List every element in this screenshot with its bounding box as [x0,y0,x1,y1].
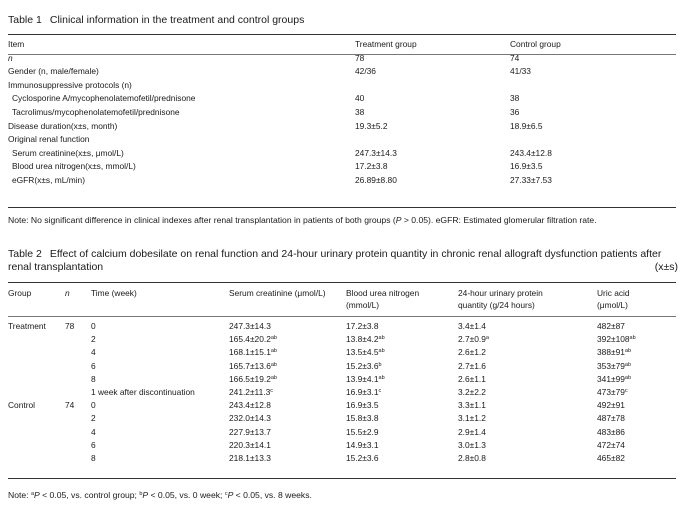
table2-cell-scr [229,333,346,346]
table2-value-ua: 492±91 [597,400,625,411]
table2-note-a: < 0.05, vs. control group; [39,490,140,500]
table2-value-prot: 2.6±1.2 [458,347,486,358]
table2-cell-ua [597,439,676,452]
table2-cell-scr [229,452,346,465]
table2-note: Note: $^a$P < 0.05, vs. control group; $^b$P < 0.05, vs. 0 week; $^c$P < 0.05, vs. 8 weeks. [8,490,312,500]
table1-cell-control: 243.4±12.8 [510,147,552,158]
table2-significance-mark: ab [270,361,277,368]
table2-cell-n [65,426,91,439]
table2-cell-n [65,439,91,452]
table2-cell-group [8,320,65,333]
table2-cell-scr [229,399,346,412]
table2-cell-prot [458,333,597,346]
table2-cell-ua [597,333,676,346]
table2-cell-group [8,439,65,452]
table2-cell-ua [597,373,676,386]
table2-cell-prot [458,346,597,359]
table2-header-row [8,287,676,311]
table2-row [8,320,676,333]
table2-cell-group [8,399,65,412]
table1-row [8,106,676,120]
table2-header-uric-line2: (μmol/L) [597,300,628,310]
table2-row [8,346,676,359]
table2-header-uric-line1: Uric acid [597,288,630,298]
table2-value-ua: 472±74 [597,439,625,450]
table2-cell-scr [229,386,346,399]
table2-cell-time [91,320,229,333]
table2-cell-bun [346,373,458,386]
table2-cell-time [91,426,229,439]
table2-value-bun: 15.2±3.6 [346,360,379,371]
table2-significance-mark: c [270,388,273,395]
table2-value-prot: 2.7±1.6 [458,360,486,371]
table2-header-protein-line2: quantity (g/24 hours) [458,300,535,310]
table1-cell-treatment [355,79,510,93]
table2-cell-time [91,346,229,359]
table1-header-row [8,38,676,52]
table2-cell-ua [597,360,676,373]
table2-value-time: 4 [91,347,96,358]
table2-value-prot: 2.9±1.4 [458,426,486,437]
table2-value-scr: 218.1±13.3 [229,453,271,464]
table2-cell-group [8,346,65,359]
table2-row [8,452,676,465]
table1-cell-control: 38 [510,93,520,104]
table2-value-scr: 165.7±13.6 [229,360,271,371]
table2-header [8,287,676,311]
table2-cell-group [8,373,65,386]
table1-cell-control: 27.33±7.53 [510,174,552,185]
table1-number: Table 1 [8,14,42,26]
table2-cell-n [65,373,91,386]
table1-row [8,79,676,93]
table1-cell-treatment: 40 [355,93,365,104]
table2-significance-mark: ab [270,348,277,355]
table2-cell-prot [458,439,597,452]
table2-number: Table 2 [8,248,42,260]
table2-row [8,333,676,346]
table2-value-bun: 16.9±3.1 [346,387,379,398]
table2-header-n: n [65,288,70,298]
table2-cell-time [91,373,229,386]
table1-row [8,65,676,79]
table2-value-scr: 243.4±12.8 [229,400,271,411]
table2-header-bun-line1: Blood urea nitrogen [346,288,420,298]
table2-value-time: 0 [91,321,96,331]
table2-cell-n [65,412,91,425]
table1-cell-item: Original renal function [8,134,90,145]
table2-header-scr: Serum creatinine (μmol/L) [229,288,326,298]
table2-value-prot: 3.1±1.2 [458,413,486,424]
table2-value-scr: 232.0±14.3 [229,413,271,424]
table2-value-ua: 482±87 [597,321,625,331]
table2-row [8,439,676,452]
table2-cell-scr [229,426,346,439]
table2-cell-prot [458,412,597,425]
table2-cell-n [65,360,91,373]
table2-value-bun: 15.2±3.6 [346,453,379,464]
table1-cell-item: Blood urea nitrogen(x±s, mmol/L) [12,161,136,172]
table2-significance-mark: c [378,388,382,395]
table2-cell-bun [346,426,458,439]
table1-caption: Clinical information in the treatment and control groups [49,14,305,26]
table2-cell-bun [346,386,458,399]
table2-value-time: 8 [91,373,96,384]
table1-cell-treatment: 247.3±14.3 [355,147,397,158]
table2-cell-time [91,386,229,399]
table2-value-scr: 166.5±19.2 [229,373,271,384]
table1-row [8,174,676,188]
table2-header-rule [8,316,676,317]
table2-cell-n [65,333,91,346]
table2-value-time: 6 [91,360,96,371]
table1-header-rule [8,54,676,55]
table2-value-bun: 15.5±2.9 [346,426,379,437]
table1-cell-control: 41/33 [510,66,531,77]
table2-cell-prot [458,360,597,373]
table1-cell-control: 18.9±6.5 [510,120,543,131]
table1-cell-treatment: 19.3±5.2 [355,120,388,131]
table1-cell-control: 74 [510,52,520,63]
table1-row [8,147,676,161]
table1-cell-treatment: 42/36 [355,66,376,77]
table2-value-time: 2 [91,413,96,424]
table2-cell-scr [229,320,346,333]
table1-note: Note: No significant difference in clinical indexes after renal transplantation in patients of both groups (P > 0.05). eGFR: Estimated glomerular filtration rate. [8,215,597,225]
table2-value-n: 78 [65,321,75,331]
table2-cell-time [91,452,229,465]
table1-bottom-rule [8,207,676,208]
table2-cell-bun [346,452,458,465]
table1-cell-treatment: 38 [355,106,365,117]
table1-cell-control: 16.9±3.5 [510,161,543,172]
table2-cell-time [91,333,229,346]
table2-bottom-rule [8,478,676,479]
table2-row [8,360,676,373]
table2-cell-time [91,360,229,373]
table2-cell-n [65,386,91,399]
table2-value-prot: 3.4±1.4 [458,321,486,331]
table2-value-ua: 341±99 [597,373,625,384]
table1-row [8,120,676,134]
table2-header-protein-line1: 24-hour urinary protein [458,288,543,298]
table2-cell-scr [229,360,346,373]
table1-row [8,160,676,174]
table2-value-prot: 3.2±2.2 [458,387,486,398]
table2-value-n: 74 [65,400,75,411]
table1-cell-item: Disease duration(x±s, month) [8,120,118,131]
table2-cell-prot [458,452,597,465]
table2-caption-line1: Effect of calcium dobesilate on renal function and 24-hour urinary protein quantity in chronic renal allograft dysfunction patients after [49,248,662,260]
table2-value-ua: 392±108 [597,334,630,345]
table2-cell-scr [229,439,346,452]
table1-cell-item: Cyclosporine A/mycophenolatemofetil/prednisone [12,93,196,104]
table2-cell-group [8,426,65,439]
table2-significance-mark: ab [624,348,632,355]
table2-value-scr: 165.4±20.2 [229,334,271,345]
table2-value-time: 8 [91,453,96,464]
table2-row [8,373,676,386]
table2-value-prot: 3.0±1.3 [458,439,486,450]
table1-cell-treatment: 78 [355,52,365,63]
table2-cell-group [8,386,65,399]
table1-top-rule [8,34,676,35]
table2-cell-ua [597,399,676,412]
table1-cell-item: Gender (n, male/female) [8,66,99,77]
table1-header-item: Item [8,39,25,49]
table2-value-bun: 17.2±3.8 [346,321,379,331]
table1-cell-treatment: 26.89±8.80 [355,174,397,185]
table2-cell-bun [346,439,458,452]
table2-significance-mark: ab [624,361,632,368]
table2-value-time: 4 [91,426,96,437]
table1-cell-control [510,79,676,93]
table2-value-ua: 465±82 [597,453,625,464]
table2-cell-n [65,452,91,465]
table2-significance-mark: b [378,361,382,368]
table1-cell-item: eGFR(x±s, mL/min) [12,174,85,185]
table1-cell-item: Immunosuppressive protocols (n) [8,79,132,90]
table2-significance-mark: ab [270,374,277,381]
table2-note-prefix: Note: [8,490,31,500]
table2-value-bun: 13.8±4.2 [346,334,379,345]
table2-cell-prot [458,426,597,439]
table1-cell-control: 36 [510,106,520,117]
table2-row [8,386,676,399]
table2-cell-time [91,399,229,412]
table2-cell-prot [458,386,597,399]
table2-header-uric [597,287,676,311]
table2-value-scr: 227.9±13.7 [229,426,271,437]
table1-header-treatment: Treatment group [355,39,417,49]
table1-cell-item: Tacrolimus/mycophenolatemofetil/prednisone [12,106,180,117]
table2-significance-mark: ab [624,374,632,381]
table2-value-time: 6 [91,439,96,450]
table2-header-protein [458,287,597,311]
table2-caption-line2: renal transplantation [8,261,104,273]
table2-value-time: 0 [91,400,96,411]
table2-value-time: 1 week after discontinuation [91,387,195,398]
table1 [8,38,676,188]
table2-value-time: 2 [91,334,96,345]
table2-cell-bun [346,360,458,373]
table2-value-scr: 241.2±11.3 [229,387,271,398]
table2-value-scr: 168.1±15.1 [229,347,271,358]
table2-significance-mark: ab [378,335,385,342]
table2-cell-prot [458,373,597,386]
table1-cell-item: Serum creatinine(x±s, μmol/L) [12,147,124,158]
table2-significance-mark: ab [378,348,385,355]
table1-cell-treatment [355,133,510,147]
table2-cell-group [8,360,65,373]
table2-cell-time [91,412,229,425]
table2-cell-n [65,320,91,333]
table1-cell-control [510,133,676,147]
table2-cell-scr [229,346,346,359]
table2-cell-n [65,346,91,359]
table2-header-bun-line2: (mmol/L) [346,300,380,310]
table2-cell-time [91,439,229,452]
table1-cell-item: n [8,52,13,63]
table2-cell-n [65,399,91,412]
table2-value-prot: 3.3±1.1 [458,400,486,411]
table2-header-group: Group [8,288,32,298]
table2-cell-ua [597,412,676,425]
table1-cell-treatment: 17.2±3.8 [355,161,388,172]
table2-cell-group [8,333,65,346]
table2-value-ua: 388±91 [597,347,625,358]
table2-cell-ua [597,320,676,333]
table2 [8,320,676,465]
table2-value-ua: 473±79 [597,387,625,398]
table2-cell-bun [346,333,458,346]
table2-value-prot: 2.8±0.8 [458,453,486,464]
table2-value-bun: 16.9±3.5 [346,400,379,411]
table2-significance-mark: ab [629,335,636,342]
table2-cell-bun [346,346,458,359]
table2-cell-bun [346,412,458,425]
table2-note-c: < 0.05, vs. 8 weeks. [233,490,312,500]
table2-cell-prot [458,399,597,412]
table2-significance-mark: ab [270,335,277,342]
table2-row [8,426,676,439]
table2-header-bun [346,287,458,311]
table2-value-scr: 220.3±14.1 [229,439,271,450]
table2-cell-bun [346,320,458,333]
table2-value-ua: 353±79 [597,360,625,371]
table2-cell-bun [346,399,458,412]
table2-value-bun: 13.5±4.5 [346,347,379,358]
table1-title [8,14,304,27]
table2-value-prot: 2.7±0.9 [458,334,486,345]
table2-cell-ua [597,346,676,359]
table2-cell-ua [597,386,676,399]
table2-value-group: Control [8,400,35,411]
table2-cell-group [8,412,65,425]
table2-cell-ua [597,426,676,439]
table2-value-ua: 487±78 [597,413,625,424]
table2-value-bun: 14.9±3.1 [346,439,379,450]
table2-stat: (x±s) [654,261,678,273]
table2-value-prot: 2.6±1.1 [458,373,486,384]
table2-header-time: Time (week) [91,288,137,298]
table2-value-bun: 13.9±4.1 [346,373,379,384]
table2-row [8,412,676,425]
table1-row [8,133,676,147]
table2-value-bun: 15.8±3.8 [346,413,379,424]
table2-significance-mark: c [624,388,628,395]
table2-cell-scr [229,373,346,386]
table2-value-ua: 483±86 [597,426,625,437]
table2-cell-scr [229,412,346,425]
table2-significance-mark: a [485,335,489,342]
table1-header-control: Control group [510,39,561,49]
table2-top-rule [8,282,676,283]
table2-value-scr: 247.3±14.3 [229,321,271,331]
table1-row [8,92,676,106]
table2-cell-ua [597,452,676,465]
table2-row [8,399,676,412]
table2-note-b: < 0.05, vs. 0 week; [148,490,225,500]
table2-value-group: Treatment [8,321,46,331]
table2-cell-group [8,452,65,465]
table2-cell-prot [458,320,597,333]
table2-significance-mark: ab [378,374,385,381]
table2-title [8,248,676,274]
